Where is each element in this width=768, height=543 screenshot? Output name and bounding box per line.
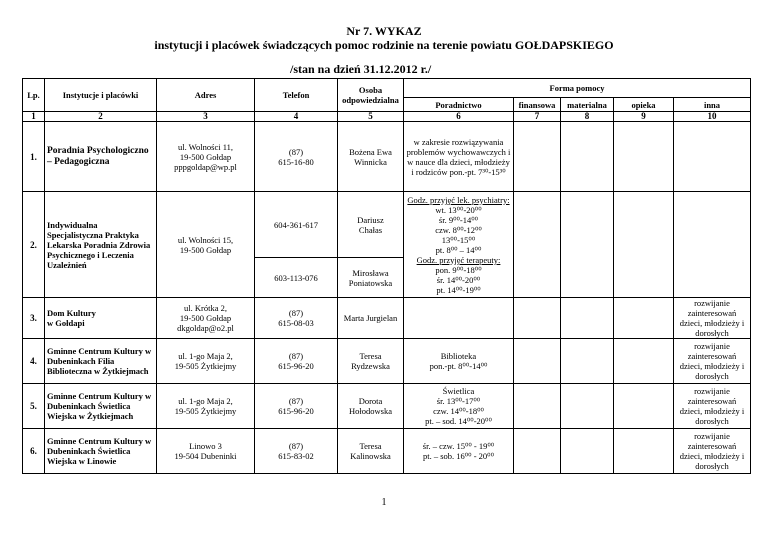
financial	[514, 429, 561, 474]
psychiatrist-hours-heading: Godz. przyjęć lek. psychiatry:	[407, 194, 510, 205]
institution-name: Gminne Centrum Kultury w Dubeninkach Świetlica Wiejska w Linowie	[45, 429, 157, 474]
financial	[514, 122, 561, 192]
care	[614, 122, 674, 192]
header-financial: finansowa	[514, 98, 561, 112]
row-number: 1.	[23, 122, 45, 192]
care	[614, 429, 674, 474]
header-lp: Lp.	[23, 79, 45, 112]
counseling: w zakresie rozwiązywania problemów wychowawczych i w nauce dla dzieci, młodzieży i rodziców pon.-pt. 7³⁰-15³⁰	[404, 122, 514, 192]
header-address: Adres	[157, 79, 255, 112]
column-number-row	[23, 112, 751, 122]
material	[561, 298, 614, 339]
document-title: instytucji i placówek świadczących pomoc rodzinie na terenie powiatu GOŁDAPSKIEGO	[154, 38, 614, 52]
column-number: 7	[514, 112, 561, 122]
material	[561, 429, 614, 474]
row-number: 6.	[23, 429, 45, 474]
other	[674, 192, 751, 298]
document-number: Nr 7. WYKAZ	[346, 24, 422, 38]
other: rozwijanie zainteresowań dzieci, młodzieży i dorosłych	[674, 339, 751, 384]
other: rozwijanie zainteresowań dzieci, młodzieży i dorosłych	[674, 429, 751, 474]
column-number: 3	[157, 112, 255, 122]
column-number: 9	[614, 112, 674, 122]
institution-name: Poradnia Psychologiczno – Pedagogiczna	[45, 122, 157, 192]
column-number: 2	[45, 112, 157, 122]
psychiatrist-hours: wt. 13⁰⁰-20⁰⁰ śr. 9⁰⁰-14⁰⁰ czw. 8⁰⁰-12⁰⁰ 13⁰⁰-15⁰⁰ pt. 8⁰⁰ – 14⁰⁰	[435, 204, 482, 255]
material	[561, 384, 614, 429]
address: ul. Krótka 2, 19-500 Gołdap dkgoldap@o2.pl	[157, 298, 255, 339]
person: Teresa Rydzewska	[338, 339, 404, 384]
column-number: 6	[404, 112, 514, 122]
person: Marta Jurgielan	[338, 298, 404, 339]
header-institution: Instytucje i placówki	[45, 79, 157, 112]
header-phone: Telefon	[255, 79, 338, 112]
institution-name: Gminne Centrum Kultury w Dubeninkach Filia Biblioteczna w Żytkiejmach	[45, 339, 157, 384]
column-number: 10	[674, 112, 751, 122]
person: Dariusz Chałas	[338, 192, 404, 258]
care	[614, 298, 674, 339]
row-number: 5.	[23, 384, 45, 429]
table-row	[23, 192, 751, 258]
care	[614, 192, 674, 298]
phone: (87) 615-08-03	[255, 298, 338, 339]
address: ul. 1-go Maja 2, 19-505 Żytkiejmy	[157, 339, 255, 384]
table-row	[23, 429, 751, 474]
row-number: 2.	[23, 192, 45, 298]
other: rozwijanie zainteresowań dzieci, młodzieży i dorosłych	[674, 384, 751, 429]
person: Dorota Hołodowska	[338, 384, 404, 429]
header-care: opieka	[614, 98, 674, 112]
institution-name: Indywidualna Specjalistyczna Praktyka Lekarska Poradnia Zdrowia Psychicznego i Leczenia Uzależnień	[45, 192, 157, 298]
address: ul. 1-go Maja 2, 19-505 Żytkiejmy	[157, 384, 255, 429]
counseling: śr. – czw. 15⁰⁰ - 19⁰⁰ pt. – sob. 16⁰⁰ - 20⁰⁰	[404, 429, 514, 474]
header-help-form: Forma pomocy	[404, 79, 751, 98]
counseling	[404, 192, 514, 298]
other: rozwijanie zainteresowań dzieci, młodzieży i dorosłych	[674, 298, 751, 339]
column-number: 1	[23, 112, 45, 122]
institution-name: Dom Kultury w Gołdapi	[45, 298, 157, 339]
column-number: 8	[561, 112, 614, 122]
phone: (87) 615-16-80	[255, 122, 338, 192]
counseling: Biblioteka pon.-pt. 8⁰⁰-14⁰⁰	[404, 339, 514, 384]
institution-name: Gminne Centrum Kultury w Dubeninkach Świetlica Wiejska w Żytkiejmach	[45, 384, 157, 429]
phone: 604-361-617	[255, 192, 338, 258]
address: ul. Wolności 11, 19-500 Gołdap pppgoldap@wp.pl	[157, 122, 255, 192]
header-person: Osoba odpowiedzialna	[338, 79, 404, 112]
column-number: 5	[338, 112, 404, 122]
table-row	[23, 384, 751, 429]
address: ul. Wolności 15, 19-500 Gołdap	[157, 192, 255, 298]
care	[614, 384, 674, 429]
table-row	[23, 298, 751, 339]
therapist-hours-heading: Godz. przyjęć terapeuty:	[416, 254, 501, 265]
header-material: materialna	[561, 98, 614, 112]
material	[561, 192, 614, 298]
table-row	[23, 339, 751, 384]
phone: 603-113-076	[255, 258, 338, 298]
counseling	[404, 298, 514, 339]
financial	[514, 298, 561, 339]
institutions-table	[22, 78, 751, 474]
phone: (87) 615-83-02	[255, 429, 338, 474]
other	[674, 122, 751, 192]
table-row	[23, 122, 751, 192]
person: Mirosława Poniatowska	[338, 258, 404, 298]
financial	[514, 192, 561, 298]
header-counseling: Poradnictwo	[404, 98, 514, 112]
row-number: 3.	[23, 298, 45, 339]
therapist-hours: pon. 9⁰⁰-18⁰⁰ śr. 14⁰⁰-20⁰⁰ pt. 14⁰⁰-19⁰⁰	[435, 264, 482, 295]
phone: (87) 615-96-20	[255, 339, 338, 384]
care	[614, 339, 674, 384]
column-number: 4	[255, 112, 338, 122]
material	[561, 339, 614, 384]
page-number: 1	[381, 497, 387, 508]
header-other: inna	[674, 98, 751, 112]
address: Linowo 3 19-504 Dubeninki	[157, 429, 255, 474]
document-date: /stan na dzień 31.12.2012 r./	[290, 62, 432, 76]
person: Bożena Ewa Winnicka	[338, 122, 404, 192]
person: Teresa Kalinowska	[338, 429, 404, 474]
row-number: 4.	[23, 339, 45, 384]
financial	[514, 384, 561, 429]
counseling: Świetlica śr. 13⁰⁰-17⁰⁰ czw. 14⁰⁰-18⁰⁰ pt. – sod. 14⁰⁰-20⁰⁰	[404, 384, 514, 429]
material	[561, 122, 614, 192]
financial	[514, 339, 561, 384]
phone: (87) 615-96-20	[255, 384, 338, 429]
